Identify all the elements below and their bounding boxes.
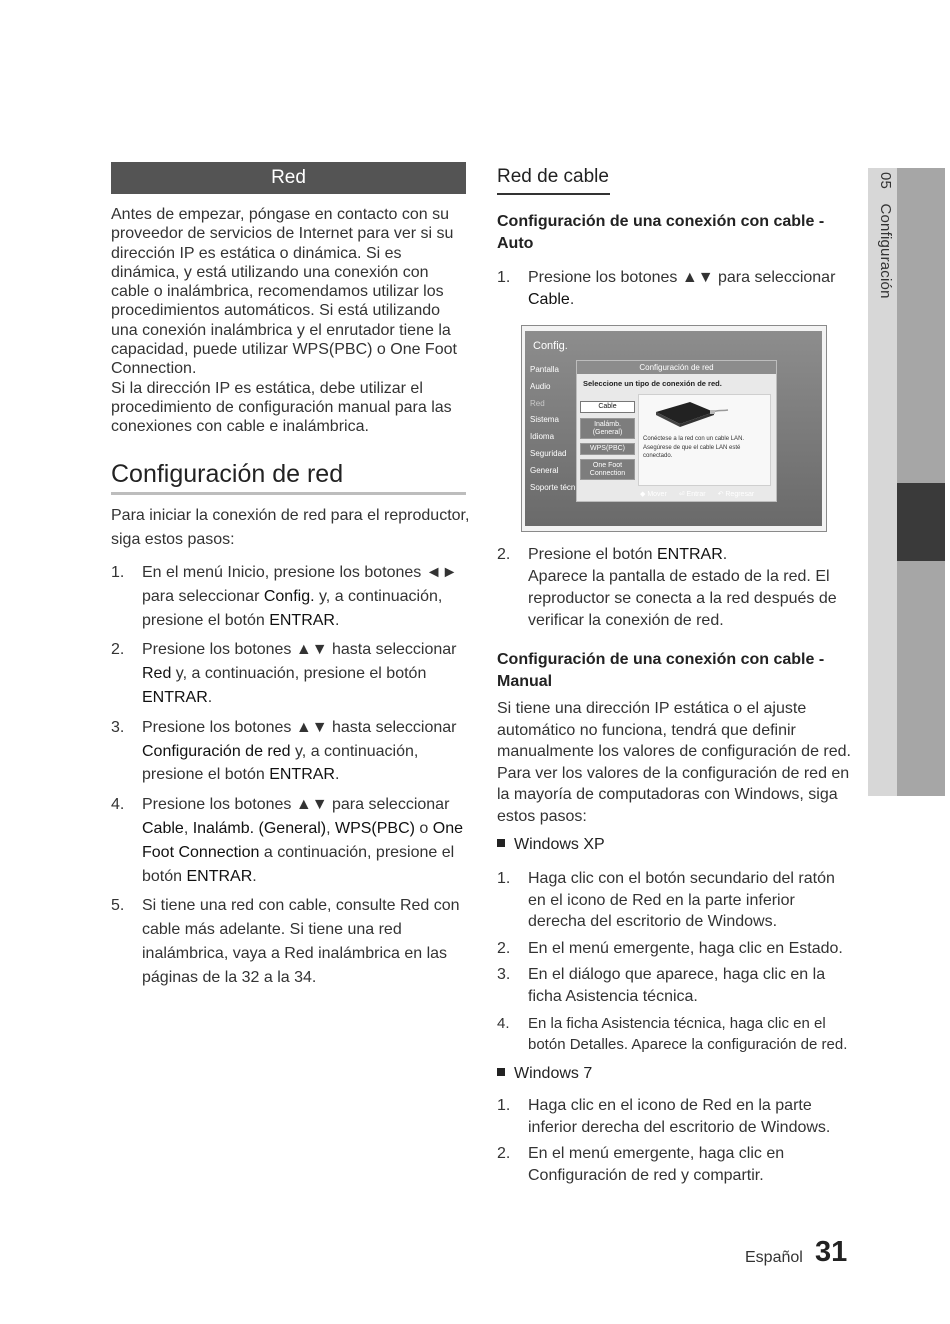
screen-message: Conéctese a la red con un cable LAN. Asegúrese de que el cable LAN esté conectado. [643, 436, 745, 459]
step-emphasis: ENTRAR [656, 546, 723, 563]
nav-return: ↶ Regresar [717, 491, 755, 498]
step-text: Presione los botones ▲▼ hasta seleccionar [142, 718, 457, 736]
list-item [111, 793, 471, 888]
subheading-auto: Configuración de una conexión con cable - Auto [497, 213, 825, 252]
step-text: En el menú emergente, haga clic en Configuración de red y compartir. [528, 1145, 785, 1184]
list-item [497, 544, 847, 632]
network-config-steps [111, 561, 471, 996]
chapter-number: 05 [877, 172, 894, 190]
square-bullet-icon [497, 839, 505, 847]
screen-menu [530, 362, 575, 496]
bullet-windows-xp [497, 836, 605, 854]
step-text: y, a continuación, presione el botón [171, 665, 427, 683]
step-emphasis: Config. [263, 587, 315, 605]
screen-menu-item: Soporte técn [530, 482, 576, 492]
step-text: a continuación, presione el botón [142, 843, 455, 885]
screen-menu-item: Audio [530, 381, 551, 391]
step-emphasis: ENTRAR [269, 766, 335, 784]
step-text: . [722, 546, 728, 563]
step-emphasis: WPS(PBC) [334, 819, 415, 837]
step-number: 3. [111, 718, 125, 736]
step-text: Presione los botones ▲▼ para seleccionar [528, 269, 836, 286]
step-emphasis: Cable [528, 291, 570, 308]
list-item [497, 267, 847, 311]
nav-enter: ⏎ Entrar [678, 491, 706, 498]
step-text: , [326, 819, 335, 837]
list-item [497, 1013, 857, 1056]
list-item [111, 638, 471, 709]
screen-title: Config. [533, 340, 568, 352]
list-item [497, 868, 857, 933]
step-text: . [334, 766, 340, 784]
step-number: 1. [497, 870, 511, 887]
subheading-manual: Configuración de una conexión con cable - Manual [497, 651, 825, 690]
player-device-icon [650, 398, 730, 428]
step-text: En el menú emergente, haga clic en Estado. [528, 939, 843, 957]
windows-xp-steps [497, 868, 857, 1061]
step-text: . [207, 688, 213, 706]
screen-prompt: Seleccione un tipo de conexión de red. [583, 379, 722, 388]
step-text: En la ficha Asistencia técnica, haga clic en el botón Detalles. Aparece la configuración de red. [528, 1014, 848, 1054]
screen-menu-item-selected: Red [530, 398, 545, 408]
step-text: . [334, 611, 340, 629]
heading-rule [111, 492, 466, 495]
screen-nav [640, 490, 764, 498]
auto-steps-1 [497, 267, 847, 311]
manual-text: Si tiene una dirección IP estática o el ajuste automático no funciona, tendrá que definir manualmente los valores de configuración de red. Para ver los valores de la configuración de red en la mayoría de computadoras con Windows, siga estos pasos: [497, 700, 851, 825]
step-text: o [414, 819, 433, 837]
step-number: 1. [111, 564, 125, 581]
step-number: 4. [497, 1014, 510, 1032]
screen-dialog-title: Configuración de red [577, 361, 776, 374]
heading-network-config: Configuración de red [111, 460, 344, 488]
screen-menu-item: Idioma [530, 432, 555, 442]
heading-underline [497, 193, 610, 195]
footer-language: Español [745, 1249, 803, 1266]
step-number: 3. [497, 966, 511, 984]
step-text: Aparece la pantalla de estado de la red. El reproductor se conecta a la red después de verificar la conexión de red. [528, 568, 837, 629]
heading-wired-network: Red de cable [497, 166, 609, 187]
bullet-windows-7 [497, 1065, 592, 1083]
list-item [111, 894, 471, 989]
screen-option-wps: WPS(PBC) [580, 443, 635, 455]
list-item [497, 938, 857, 960]
screen-menu-item: General [530, 465, 559, 475]
step-number: 2. [111, 641, 125, 659]
step-text: En el diálogo que aparece, haga clic en la ficha Asistencia técnica. [528, 966, 826, 1005]
screen-option-one-foot: One Foot Connection [580, 459, 635, 480]
step-text: En el menú Inicio, presione los botones ◄► para seleccionar [142, 564, 458, 605]
bullet-label: Windows 7 [514, 1065, 593, 1082]
intro-text [111, 205, 466, 437]
auto-steps-2 [497, 544, 847, 632]
windows-7-steps [497, 1095, 857, 1191]
step-emphasis: Cable [142, 819, 184, 837]
chapter-title: Configuración [877, 203, 894, 299]
page-number: 31 [815, 1236, 848, 1268]
list-item [497, 1095, 857, 1138]
step-number: 1. [497, 1097, 511, 1114]
step-text: Presione los botones ▲▼ hasta seleccionar [142, 641, 457, 659]
bullet-label: Windows XP [514, 836, 605, 853]
step-text: . [252, 867, 257, 885]
lead-text: Para iniciar la conexión de red para el reproductor, siga estos pasos: [111, 507, 470, 548]
step-number: 4. [111, 796, 125, 814]
list-item [497, 964, 857, 1007]
step-text: , [183, 819, 193, 837]
step-text: y, a continuación, presione el botón [142, 587, 443, 629]
screen-menu-item: Pantalla [530, 365, 559, 374]
list-item [111, 716, 471, 787]
step-emphasis: Configuración de red [142, 742, 291, 760]
square-bullet-icon [497, 1068, 505, 1076]
list-item [497, 1143, 857, 1186]
step-text: Si tiene una red con cable, consulte Red con cable más adelante. Si tiene una red inalámbrica, vaya a Red inalámbrica en las páginas de la 32 a la 34. [142, 897, 460, 986]
step-text: Presione los botones ▲▼ para seleccionar [142, 796, 450, 814]
step-emphasis: Inalámb. (General) [192, 819, 327, 837]
step-emphasis: ENTRAR [142, 688, 208, 706]
step-number: 2. [497, 546, 511, 563]
step-emphasis: ENTRAR [186, 867, 253, 885]
step-number: 2. [497, 939, 511, 957]
side-tab-strip [897, 168, 945, 796]
intro-paragraph-1: Antes de empezar, póngase en contacto con su proveedor de servicios de Internet para ver si su dirección IP es estática o dinámica. Si es dinámica, y está utilizando una conexión con cable o inalámbrica, recomendamos utilizar los procedimientos automáticos. Si está utilizando una conexión inalámbrica y el enrutador tiene la capacidad, puede utilizar WPS(PBC) o One Foot Connection. [111, 206, 457, 378]
step-text: . [569, 291, 575, 308]
side-tab-marker [897, 483, 945, 561]
screen-option-cable: Cable [580, 401, 635, 413]
step-text: Presione el botón [528, 546, 657, 563]
step-emphasis: Red [142, 665, 172, 683]
list-item [111, 561, 471, 632]
screen-menu-item: Sistema [530, 415, 559, 425]
step-emphasis: One Foot Connection [142, 819, 464, 861]
nav-move: ◆ Mover [640, 491, 667, 498]
side-tab-label [870, 172, 894, 372]
step-text: Haga clic en el icono de Red en la parte inferior derecha del escritorio de Windows. [528, 1097, 831, 1136]
step-number: 1. [497, 269, 511, 286]
step-number: 5. [111, 897, 125, 915]
step-emphasis: ENTRAR [269, 611, 335, 629]
intro-paragraph-2: Si la dirección IP es estática, debe utilizar el procedimiento de configuración manual para las conexiones con cable e inalámbrica. [111, 379, 452, 436]
screen-menu-item: Seguridad [530, 448, 567, 458]
step-text: Haga clic con el botón secundario del ratón en el icono de Red en la parte inferior derecha del escritorio de Windows. [528, 870, 835, 931]
section-title-red: Red [111, 162, 466, 194]
screen-option-wireless: Inalámb. (General) [580, 418, 635, 439]
step-number: 2. [497, 1145, 511, 1163]
step-text: y, a continuación, presione el botón [142, 742, 419, 784]
